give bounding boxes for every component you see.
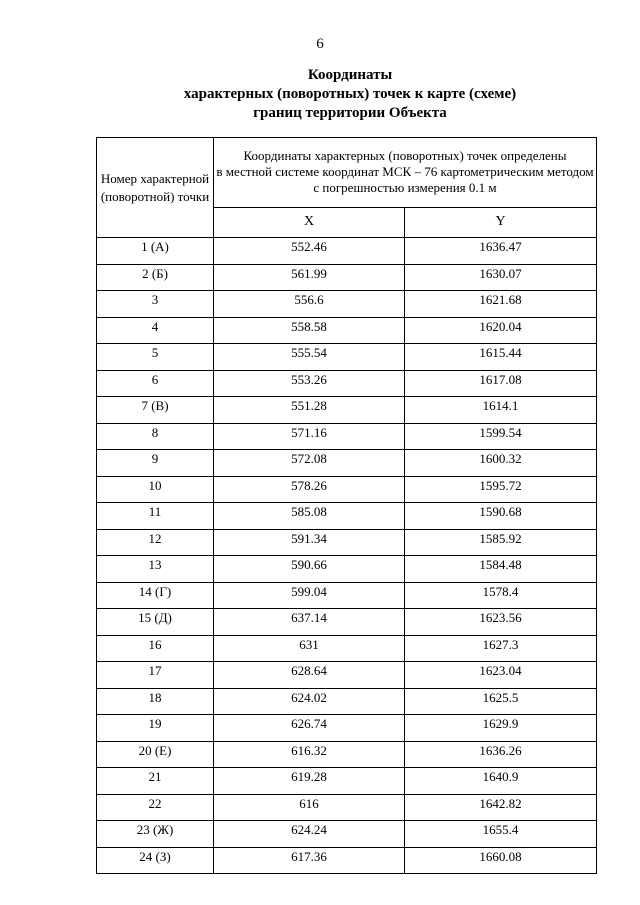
table-row [97,768,597,795]
point-number-cell: 7 (В) [97,397,214,424]
table-row [97,556,597,583]
point-number-cell: 2 (Б) [97,264,214,291]
title-line-1: Координаты [307,67,393,83]
x-coordinate-cell: 551.28 [214,397,405,424]
point-number-cell: 1 (А) [97,238,214,265]
y-coordinate-cell: 1642.82 [405,794,597,821]
y-coordinate-cell: 1614.1 [405,397,597,424]
y-coordinate-cell: 1625.5 [405,688,597,715]
x-coordinate-cell: 624.02 [214,688,405,715]
table-row [97,529,597,556]
table-row [97,821,597,848]
y-coordinate-cell: 1636.47 [405,238,597,265]
table-row [97,662,597,689]
x-coordinate-cell: 637.14 [214,609,405,636]
header-coords-line-2: в местной системе координат МСК – 76 картометрическим методом [216,164,594,180]
table-row [97,794,597,821]
header-point-number [97,138,214,238]
x-coordinate-cell: 619.28 [214,768,405,795]
table-row [97,741,597,768]
point-number-cell: 19 [97,715,214,742]
y-coordinate-cell: 1630.07 [405,264,597,291]
x-coordinate-cell: 626.74 [214,715,405,742]
y-coordinate-cell: 1636.26 [405,741,597,768]
page-number: 6 [316,36,324,52]
y-coordinate-cell: 1585.92 [405,529,597,556]
table-row [97,715,597,742]
header-y: Y [405,207,597,237]
x-coordinate-cell: 599.04 [214,582,405,609]
point-number-cell: 13 [97,556,214,583]
header-x: X [214,207,405,237]
table-row [97,291,597,318]
header-point-line-1: Номер характерной [100,170,210,186]
header-coords-line-1: Координаты характерных (поворотных) точек определены [243,148,567,164]
y-coordinate-cell: 1655.4 [405,821,597,848]
x-coordinate-cell: 556.6 [214,291,405,318]
point-number-cell: 8 [97,423,214,450]
table-row [97,503,597,530]
table-row [97,397,597,424]
x-coordinate-cell: 558.58 [214,317,405,344]
point-number-cell: 12 [97,529,214,556]
y-coordinate-cell: 1595.72 [405,476,597,503]
header-point-line-2: (поворотной) точки [100,188,210,204]
y-coordinate-cell: 1627.3 [405,635,597,662]
table-row [97,635,597,662]
table-row [97,423,597,450]
point-number-cell: 11 [97,503,214,530]
x-coordinate-cell: 553.26 [214,370,405,397]
table-row [97,847,597,874]
document-title [60,66,640,123]
point-number-cell: 22 [97,794,214,821]
table-row [97,344,597,371]
table-row [97,317,597,344]
point-number-cell: 5 [97,344,214,371]
table-body [97,238,597,874]
point-number-cell: 4 [97,317,214,344]
y-coordinate-cell: 1660.08 [405,847,597,874]
header-coordinates [214,138,597,208]
point-number-cell: 17 [97,662,214,689]
x-coordinate-cell: 561.99 [214,264,405,291]
y-coordinate-cell: 1615.44 [405,344,597,371]
x-coordinate-cell: 590.66 [214,556,405,583]
x-coordinate-cell: 552.46 [214,238,405,265]
header-coords-line-3: с погрешностью измерения 0.1 м [313,180,497,196]
y-coordinate-cell: 1599.54 [405,423,597,450]
y-coordinate-cell: 1617.08 [405,370,597,397]
point-number-cell: 10 [97,476,214,503]
point-number-cell: 23 (Ж) [97,821,214,848]
x-coordinate-cell: 616 [214,794,405,821]
x-coordinate-cell: 555.54 [214,344,405,371]
x-coordinate-cell: 572.08 [214,450,405,477]
table-row [97,450,597,477]
x-coordinate-cell: 591.34 [214,529,405,556]
table-row [97,476,597,503]
table-row [97,264,597,291]
x-coordinate-cell: 585.08 [214,503,405,530]
table-row [97,370,597,397]
table-row [97,238,597,265]
y-coordinate-cell: 1621.68 [405,291,597,318]
coordinates-table [96,137,597,874]
y-coordinate-cell: 1578.4 [405,582,597,609]
x-coordinate-cell: 624.24 [214,821,405,848]
x-coordinate-cell: 631 [214,635,405,662]
table-row [97,582,597,609]
point-number-cell: 6 [97,370,214,397]
point-number-cell: 20 (Е) [97,741,214,768]
table-row [97,688,597,715]
y-coordinate-cell: 1623.56 [405,609,597,636]
y-coordinate-cell: 1620.04 [405,317,597,344]
y-coordinate-cell: 1640.9 [405,768,597,795]
point-number-cell: 18 [97,688,214,715]
title-line-2: характерных (поворотных) точек к карте (схеме) [183,86,517,102]
y-coordinate-cell: 1600.32 [405,450,597,477]
point-number-cell: 21 [97,768,214,795]
x-coordinate-cell: 571.16 [214,423,405,450]
title-line-3: границ территории Объекта [253,105,447,121]
x-coordinate-cell: 628.64 [214,662,405,689]
point-number-cell: 14 (Г) [97,582,214,609]
point-number-cell: 15 (Д) [97,609,214,636]
y-coordinate-cell: 1623.04 [405,662,597,689]
table-row [97,609,597,636]
point-number-cell: 9 [97,450,214,477]
y-coordinate-cell: 1590.68 [405,503,597,530]
x-coordinate-cell: 616.32 [214,741,405,768]
point-number-cell: 24 (З) [97,847,214,874]
x-coordinate-cell: 578.26 [214,476,405,503]
point-number-cell: 3 [97,291,214,318]
x-coordinate-cell: 617.36 [214,847,405,874]
y-coordinate-cell: 1629.9 [405,715,597,742]
point-number-cell: 16 [97,635,214,662]
y-coordinate-cell: 1584.48 [405,556,597,583]
